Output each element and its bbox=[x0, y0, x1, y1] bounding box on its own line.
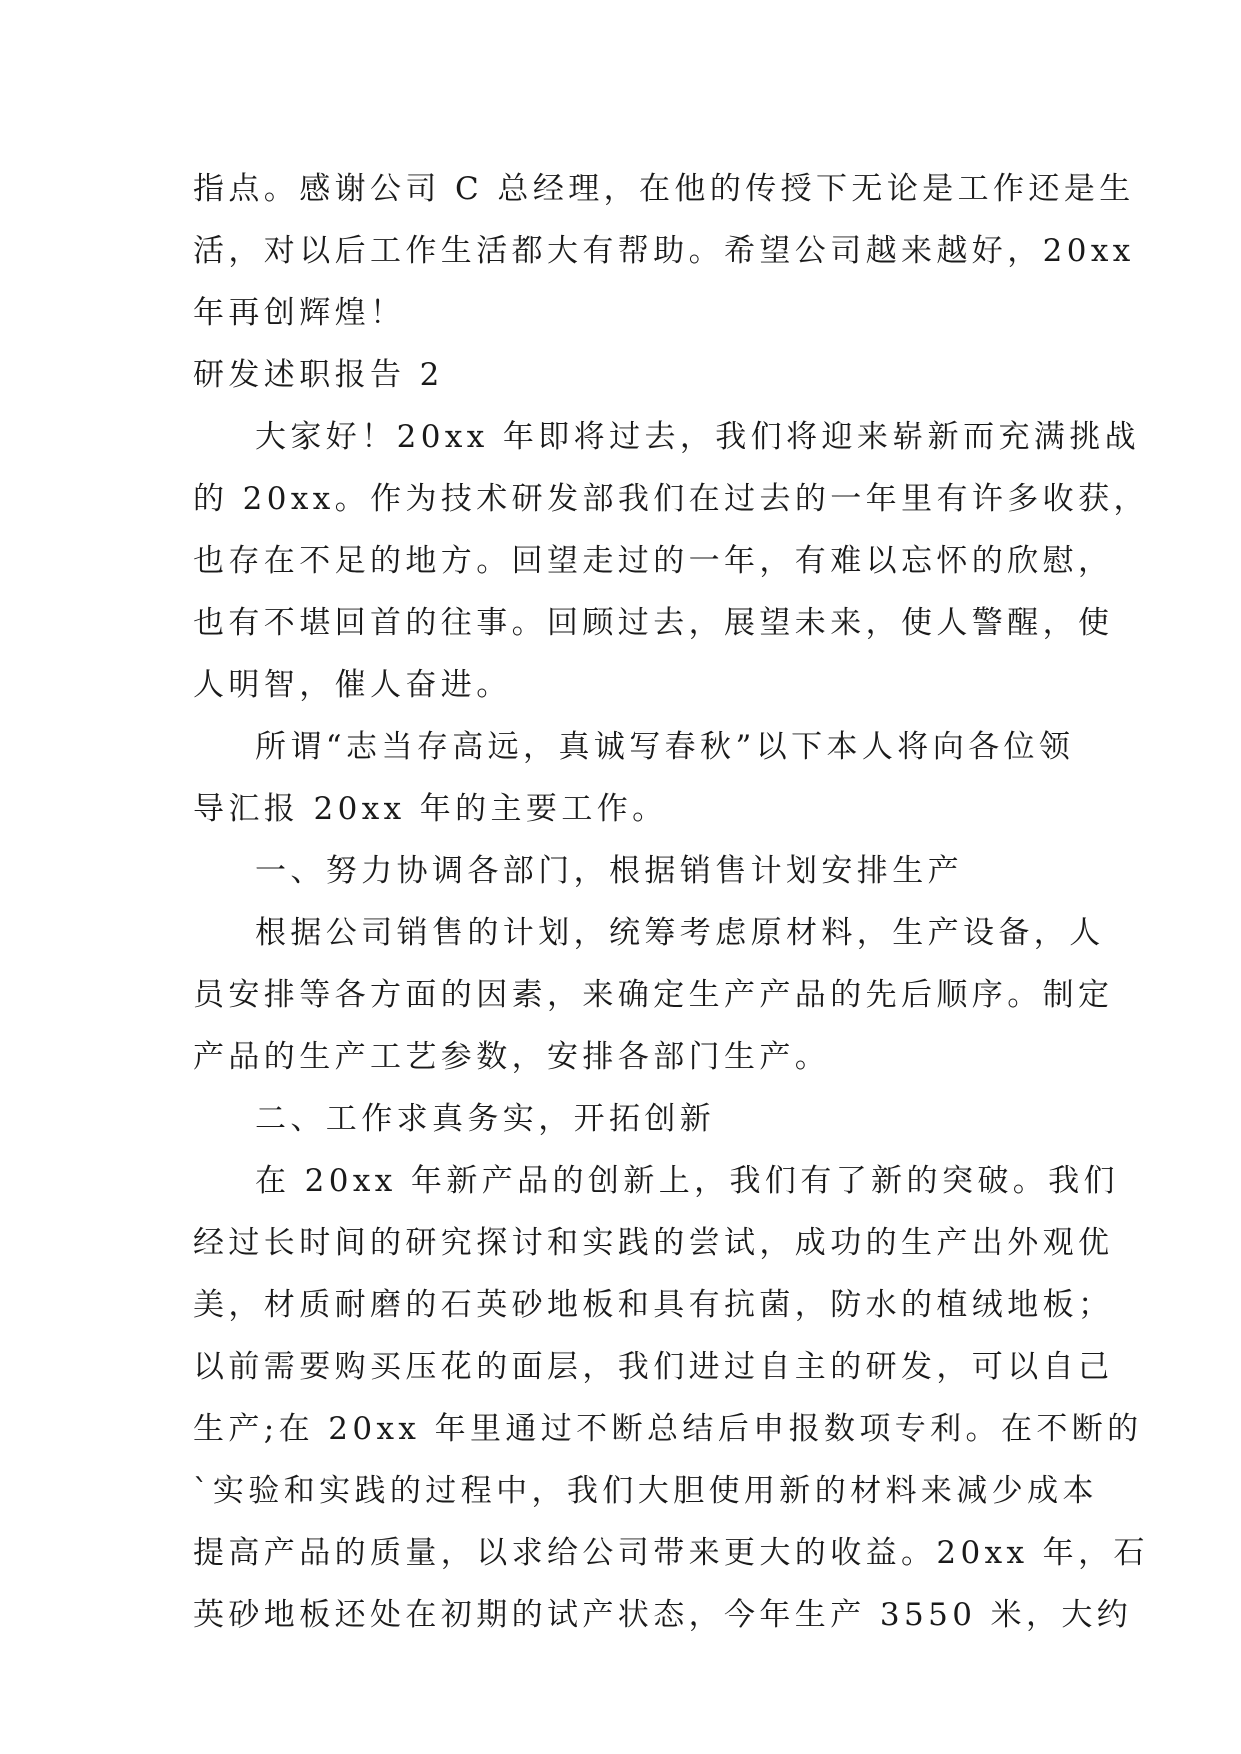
text-line: 以前需要购买压花的面层，我们进过自主的研发，可以自己 bbox=[193, 1349, 1114, 1385]
text-line: 的 20xx。作为技术研发部我们在过去的一年里有许多收获， bbox=[193, 481, 1149, 517]
section-title: 研发述职报告 2 bbox=[193, 357, 444, 393]
text-line: 活，对以后工作生活都大有帮助。希望公司越来越好，20xx bbox=[193, 233, 1135, 269]
subheading: 一、努力协调各部门，根据销售计划安排生产 bbox=[255, 853, 963, 889]
text-line: 员安排等各方面的因素，来确定生产产品的先后顺序。制定 bbox=[193, 977, 1114, 1013]
text-line: 经过长时间的研究探讨和实践的尝试，成功的生产出外观优 bbox=[193, 1225, 1114, 1261]
paragraph-first-line: 大家好！20xx 年即将过去，我们将迎来崭新而充满挑战 bbox=[255, 419, 1141, 455]
text-line: 产品的生产工艺参数，安排各部门生产。 bbox=[193, 1039, 831, 1075]
text-line: 生产;在 20xx 年里通过不断总结后申报数项专利。在不断的 bbox=[193, 1411, 1143, 1447]
paragraph-first-line: 根据公司销售的计划，统筹考虑原材料，生产设备，人 bbox=[255, 915, 1105, 951]
text-line: 也有不堪回首的往事。回顾过去，展望未来，使人警醒，使 bbox=[193, 605, 1114, 641]
text-line: 年再创辉煌！ bbox=[193, 295, 406, 331]
paragraph-first-line: 所谓“志当存高远，真诚写春秋”以下本人将向各位领 bbox=[255, 729, 1075, 765]
text-line: 也存在不足的地方。回望走过的一年，有难以忘怀的欣慰， bbox=[193, 543, 1114, 579]
text-line: 导汇报 20xx 年的主要工作。 bbox=[193, 791, 668, 827]
text-line: 人明智，催人奋进。 bbox=[193, 667, 512, 703]
subheading: 二、工作求真务实，开拓创新 bbox=[255, 1101, 716, 1137]
paragraph-first-line: 在 20xx 年新产品的创新上，我们有了新的突破。我们 bbox=[255, 1163, 1119, 1199]
text-line: 美，材质耐磨的石英砂地板和具有抗菌，防水的植绒地板； bbox=[193, 1287, 1114, 1323]
document-page bbox=[193, 158, 1149, 1646]
text-line: 指点。感谢公司 C 总经理，在他的传授下无论是工作还是生 bbox=[193, 171, 1135, 207]
text-line: 提高产品的质量，以求给公司带来更大的收益。20xx 年，石 bbox=[193, 1535, 1149, 1571]
text-line: 英砂地板还处在初期的试产状态，今年生产 3550 米，大约 bbox=[193, 1597, 1133, 1633]
text-line: `实验和实践的过程中，我们大胆使用新的材料来减少成本 bbox=[193, 1473, 1098, 1509]
